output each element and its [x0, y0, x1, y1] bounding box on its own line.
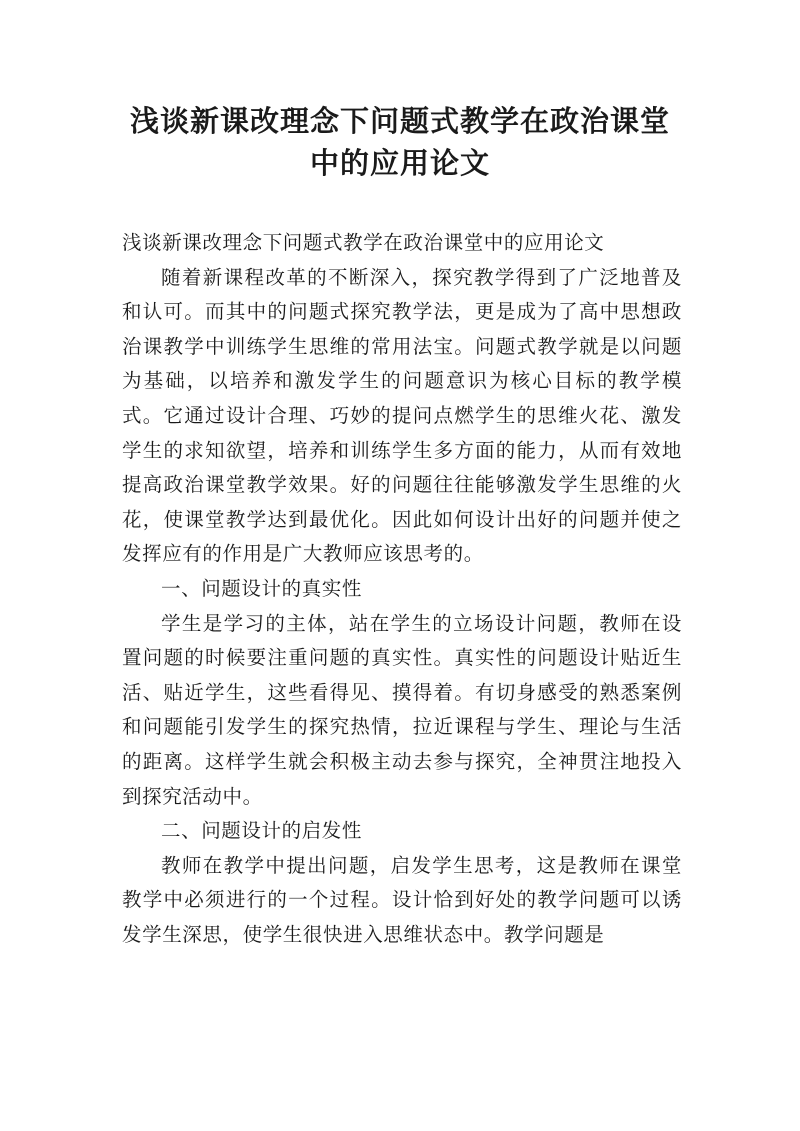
- document-subtitle: 浅谈新课改理念下问题式教学在政治课堂中的应用论文: [122, 231, 605, 254]
- paragraph-inspiration: 教师在教学中提出问题，启发学生思考，这是教师在课堂教学中必须进行的一个过程。设计恰到好处的教学问题可以诱发学生深思，使学生很快进入思维状态中。教学问题是: [122, 853, 682, 946]
- paragraph-authenticity: 学生是学习的主体，站在学生的立场设计问题，教师在设置问题的时候要注重问题的真实性。真实性的问题设计贴近生活、贴近学生，这些看得见、摸得着。有切身感受的熟悉案例和问题能引发学生的探究热情，拉近课程与学生、理论与生活的距离。这样学生就会积极主动去参与探究，全神贯注地投入到探究活动中。: [122, 611, 682, 808]
- document-body: [122, 226, 682, 952]
- section-heading-inspiration: 二、问题设计的启发性: [161, 819, 363, 843]
- document-title-line-1: 浅谈新课改理念下问题式教学在政治课堂: [129, 104, 670, 138]
- document-title-line-2: 中的应用论文: [309, 146, 490, 180]
- paragraph-intro: 随着新课程改革的不断深入，探究教学得到了广泛地普及和认可。而其中的问题式探究教学法，更是成为了高中思想政治课教学中训练学生思维的常用法宝。问题式教学就是以问题为基础，以培养和激发学生的问题意识为核心目标的教学模式。它通过设计合理、巧妙的提问点燃学生的思维火花、激发学生的求知欲望，培养和训练学生多方面的能力，从而有效地提高政治课堂教学效果。好的问题往往能够激发学生思维的火花，使课堂教学达到最优化。因此如何设计出好的问题并使之发挥应有的作用是广大教师应该思考的。: [122, 265, 682, 566]
- section-heading-authenticity: 一、问题设计的真实性: [161, 576, 363, 600]
